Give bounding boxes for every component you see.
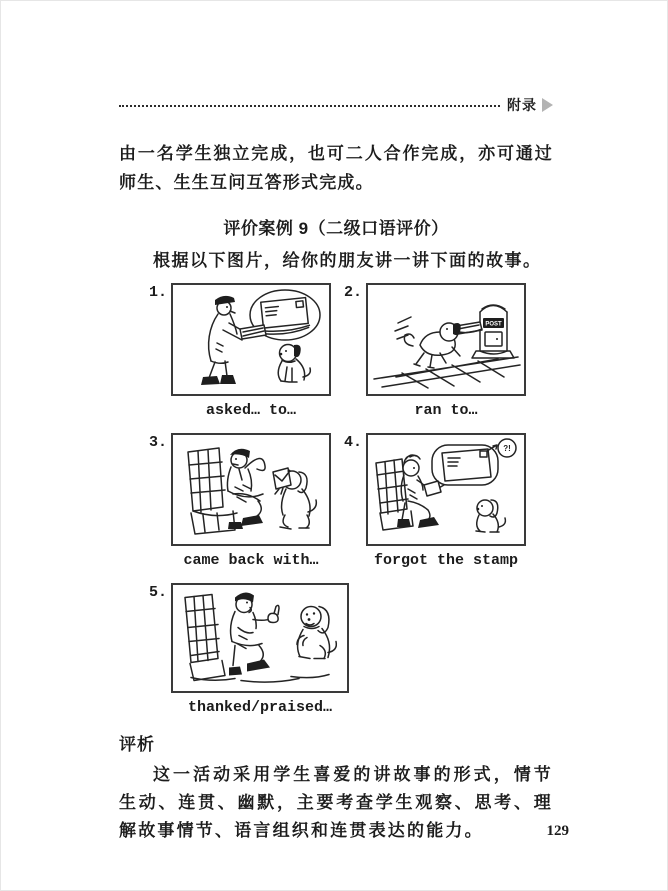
page-number: 129 xyxy=(546,823,569,839)
panel-4 xyxy=(344,433,526,569)
panel-3-illustration-dog-returns-with-letter xyxy=(173,435,329,544)
panel-3-frame xyxy=(171,433,331,546)
intro-paragraph: 由一名学生独立完成，也可二人合作完成，亦可通过师生、生生互问互答形式完成。 xyxy=(119,144,553,192)
panel-1-illustration-man-gives-letters-to-dog xyxy=(173,285,329,394)
panel-2-figure xyxy=(366,283,526,419)
analysis-heading: 评析 xyxy=(119,735,155,754)
panel-row-1 xyxy=(149,283,553,419)
page-header xyxy=(119,95,553,115)
panel-row-3 xyxy=(149,583,553,716)
panel-5-figure xyxy=(171,583,349,716)
panel-4-frame xyxy=(366,433,526,546)
panel-4-caption: forgot the stamp xyxy=(373,552,519,569)
page-content xyxy=(119,1,553,862)
panel-2-number: 2. xyxy=(344,284,363,301)
panel-1 xyxy=(149,283,331,419)
panel-2 xyxy=(344,283,526,419)
panel-4-number: 4. xyxy=(344,434,363,451)
case-title: 评价案例 9（二级口语评价） xyxy=(223,219,449,238)
mailbox-post-label: POST xyxy=(485,321,502,328)
analysis-body: 这一活动采用学生喜爱的讲故事的形式，情节生动、连贯、幽默，主要考查学生观察、思考、理解故事情节、语言组织和连贯表达的能力。 xyxy=(119,765,553,840)
panel-3-figure xyxy=(171,433,331,569)
panel-5-frame xyxy=(171,583,349,693)
panel-1-caption: asked… to… xyxy=(205,402,296,419)
panel-2-caption: ran to… xyxy=(414,402,478,419)
surprise-mark-label: ?! xyxy=(503,444,511,453)
panel-2-illustration-dog-runs-to-mailbox xyxy=(368,285,524,394)
appendix-label: 附录 xyxy=(507,97,537,113)
panel-3-number: 3. xyxy=(149,434,168,451)
panel-4-figure xyxy=(366,433,526,569)
panel-1-frame xyxy=(171,283,331,396)
panel-5-number: 5. xyxy=(149,584,168,601)
panel-1-number: 1. xyxy=(149,284,168,301)
header-dotted-rule xyxy=(119,105,500,107)
panel-4-illustration-forgot-stamp-speech-bubble xyxy=(368,435,524,544)
panel-5 xyxy=(149,583,349,716)
panel-row-2 xyxy=(149,433,553,569)
case-instruction: 根据以下图片，给你的朋友讲一讲下面的故事。 xyxy=(153,251,542,270)
story-panels xyxy=(119,283,553,716)
panel-5-illustration-man-praises-dog xyxy=(173,585,347,691)
panel-3 xyxy=(149,433,331,569)
panel-3-caption: came back with… xyxy=(183,552,319,569)
panel-5-caption: thanked/praised… xyxy=(187,699,333,716)
panel-1-figure xyxy=(171,283,331,419)
panel-2-frame xyxy=(366,283,526,396)
appendix-arrow-icon xyxy=(542,98,553,112)
